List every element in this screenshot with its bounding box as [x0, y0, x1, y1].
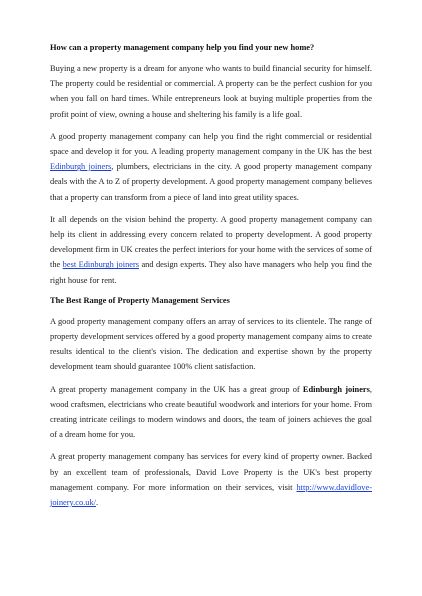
bold-edinburgh-joiners: Edinburgh joiners [302, 384, 370, 394]
paragraph-text: , wood craftsmen, electricians who create beautiful woodwork and interiors for your home. From creating intricate ceilings to modern windows and doors, the team of joiners achieves the goal of a dream home for you. [50, 384, 372, 440]
best-edinburgh-joiners-link[interactable]: best Edinburgh joiners [62, 260, 140, 270]
paragraph-intro: Buying a new property is a dream for anyone who wants to build financial security for himself. The property could be residential or commercial. A property can be the perfect cushion for you when you fall on hard times. While entrepreneurs look at buying multiple properties from the profit point of view, owning a house and sheltering his family is a life goal. [50, 64, 372, 119]
paragraph-array: A good property management company offers an array of services to its clientele. The range of property development services offered by a good property management company aims to create results identical to the client's vision. The dedication and expertise shown by the property development team should guarantee 100% client satisfaction. [50, 316, 372, 372]
paragraph-services [50, 129, 372, 205]
paragraph-text: A good property management company can help you find the right commercial or residential space and develop it for you. A leading property management company in the UK has the best [50, 131, 372, 157]
paragraph-joiners [50, 382, 372, 443]
paragraph-text: A great property management company has services for every kind of property owner. Backed by an excellent team of professionals, David Love Property is the UK's best property management company. For more information on their services, visit [50, 452, 372, 492]
page-title: How can a property management company help you find your new home? [50, 43, 315, 52]
paragraph-text: , plumbers, electricians in the city. A good property management company deals with the A to Z of property development. A good property management company believes that a property can transform from a piece of land into great utility spaces. [50, 162, 372, 202]
paragraph-text: . [95, 498, 99, 508]
paragraph-text: and design experts. They also have managers who help you find the right house for rent. [50, 260, 373, 285]
paragraph-contact [50, 449, 372, 510]
document-page [50, 42, 372, 517]
paragraph-vision [50, 212, 372, 288]
section-heading: The Best Range of Property Management Services [50, 295, 230, 305]
edinburgh-joiners-link[interactable]: Edinburgh joiners [50, 162, 112, 172]
paragraph-text: A great property management company in the UK has a great group of [50, 384, 303, 394]
website-link[interactable]: http://www.davidlove-joinery.co.uk/ [50, 482, 372, 508]
paragraph-text: It all depends on the vision behind the property. A good property management company can help its client in addressing every concern related to property development. A good property development firm in UK creates the perfect interiors for your home with the services of some of the [50, 214, 372, 270]
